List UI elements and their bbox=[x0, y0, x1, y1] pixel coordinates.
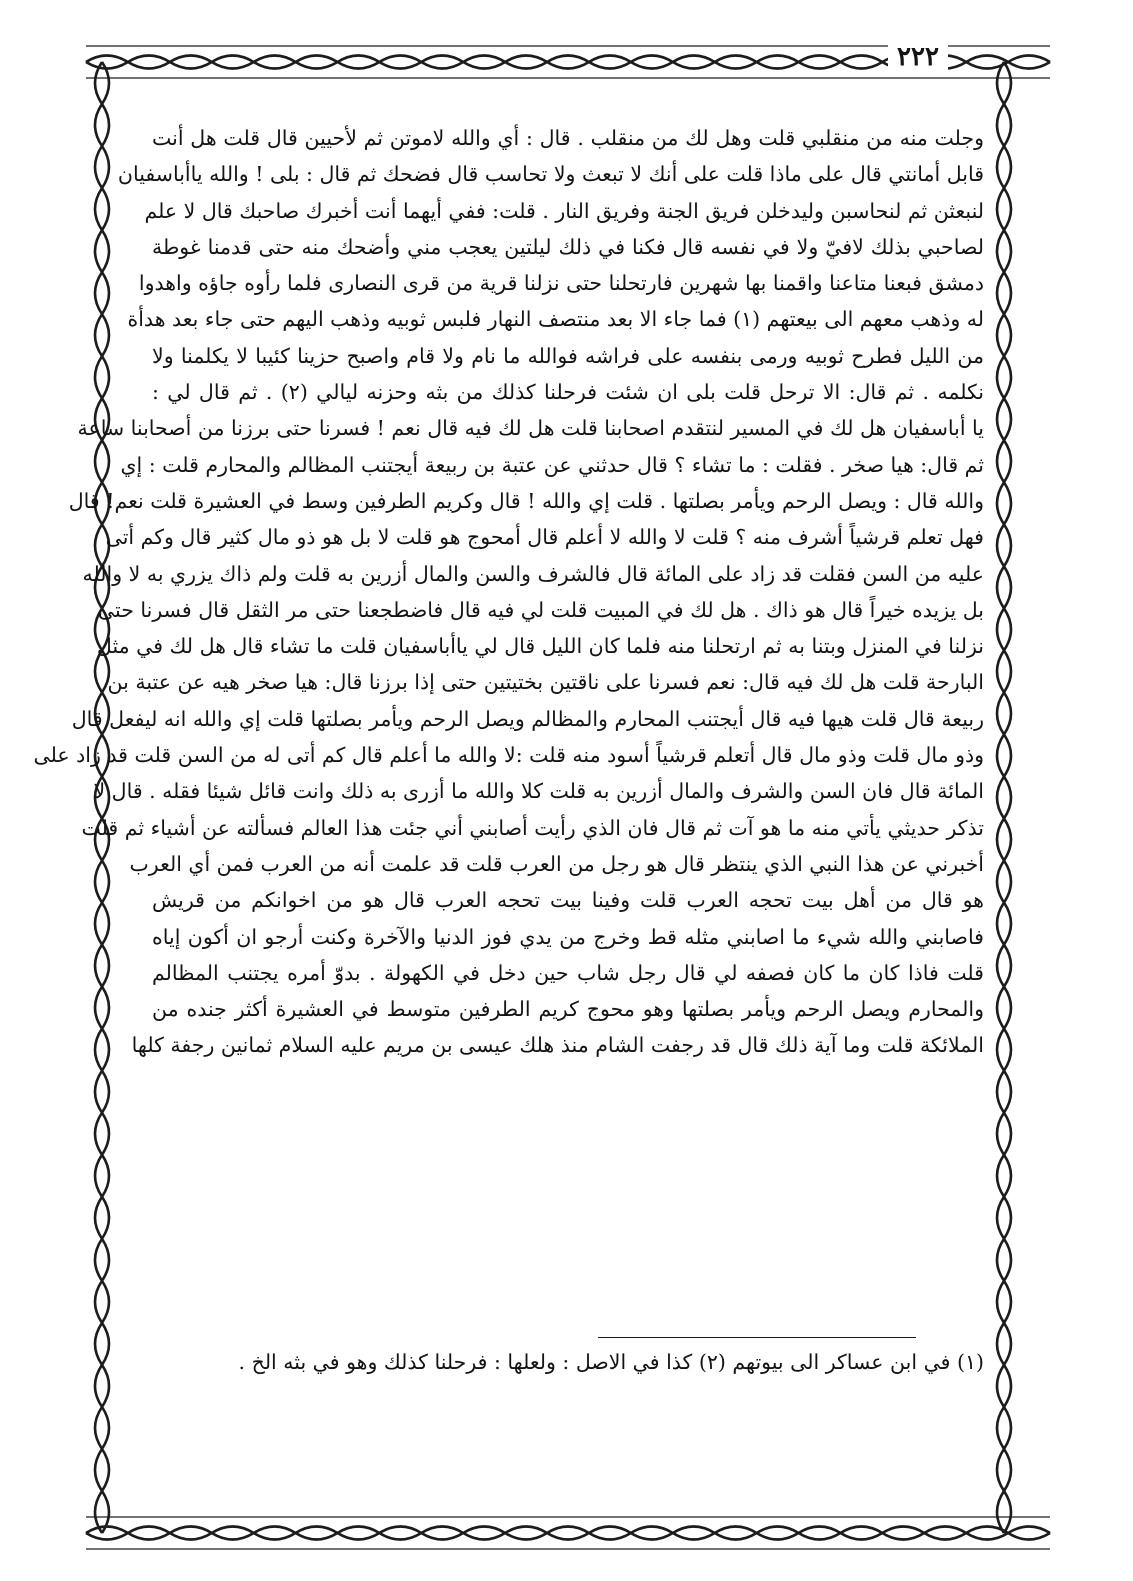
text-line: عليه من السن فقلت قد زاد على المائة قال فالشرف والسن والمال أزرين به قلت ولم ذاك يزري به لا والله bbox=[82, 561, 984, 586]
text-line: وذو مال قلت وذو مال قال أتعلم قرشياً أسود منه قلت :لا والله ما أعلم قال كم أتى له من السن قلت قد زاد على bbox=[33, 743, 984, 768]
footnote-line: (١) في ابن عساكر الى بيوتهم (٢) كذا في الاصل : ولعلها : فرحلنا كذلك وهو في بثه الخ . bbox=[238, 1350, 984, 1374]
text-line: تذكر حديثي يأتي منه ما هو آت ثم قال فان الذي رأيت أصابني أني جئت هذا العالم فسألته عن أشياء ثم قلت bbox=[81, 815, 984, 840]
text-line: لصاحبي بذلك لافيّ ولا في نفسه قال فكنا في ذلك ليلتين يعجب مني وأضحك منه حتى قدمنا غوطة bbox=[152, 234, 984, 259]
text-line: نزلنا في المنزل وبتنا به ثم ارتحلنا منه فلما كان الليل قال لي ياأباسفيان قلت ما تشاء قال هل لك في مثل bbox=[96, 634, 984, 659]
text-line: فاصابني والله شيء ما اصابني مثله قط وخرج من يدي فوز الدنيا والآخرة وكنت أرجو ان أكون إياه bbox=[152, 924, 984, 949]
text-line: هو قال من أهل بيت تحجه العرب قلت وفينا بيت تحجه العرب قال هو من اخوانكم من قريش bbox=[152, 888, 984, 913]
text-line: والمحارم ويصل الرحم ويأمر بصلتها وهو محوج كريم الطرفين متوسط في العشيرة أكثر جنده من bbox=[152, 997, 984, 1022]
text-line: المائة قال فان السن والشرف والمال أزرين به قلت كلا والله ما أزرى به ذلك وانت قائل شيئا فقله . قال لا bbox=[93, 779, 984, 804]
text-line: البارحة قلت هل لك فيه قال: نعم فسرنا على ناقتين بختيتين حتى إذا برزنا قال: هيا صخر هيه عن عتبة بن bbox=[107, 670, 984, 695]
text-line: وجلت منه من منقلبي قلت وهل لك من منقلب . قال : أي والله لاموتن ثم لأحيين قال قلت هل أنت bbox=[152, 126, 984, 150]
page-number: ٢٢٢ bbox=[888, 40, 948, 74]
text-line: من الليل فطرح ثوبيه ورمى بنفسه على فراشه فوالله ما نام ولا قام واصبح حزينا كئيبا لا يكلمنا ولا bbox=[152, 343, 984, 368]
text-line: بل يزيده خيراً قال هو ذاك . هل لك في المبيت قلت لي فيه قال فاضطجعنا حتى مر الثقل قال فسرنا حتى bbox=[97, 597, 984, 622]
text-line: يا أباسفيان هل لك في المسير لنتقدم اصحابنا قلت هل لك فيه قال نعم ! فسرنا حتى برزنا من أصحابنا ساعة bbox=[77, 416, 984, 441]
footnote-divider bbox=[598, 1337, 916, 1338]
text-line: دمشق فبعنا متاعنا واقمنا بها شهرين فارتحلنا حتى نزلنا قرية من قرى النصارى فلما رأوه جاؤه واهدوا bbox=[138, 271, 984, 296]
text-line: والله قال : ويصل الرحم ويأمر بصلتها . قلت إي والله ! قال وكريم الطرفين وسط في العشيرة قلت نعم! قال bbox=[68, 488, 984, 513]
footnotes bbox=[152, 1344, 984, 1380]
text-line: له وذهب معهم الى بيعتهم (١) فما جاء الا بعد منتصف النهار فلبس ثوبيه وذهب اليهم حتى جاء بعد هدأة bbox=[127, 307, 984, 332]
text-line: نكلمه . ثم قال: الا ترحل قلت بلى ان شئت فرحلنا كذلك من بثه وحزنه ليالي (٢) . ثم قال لي : bbox=[152, 380, 985, 405]
text-line: ثم قال: هيا صخر . فقلت : ما تشاء ؟ قال حدثني عن عتبة بن ربيعة أيجتنب المظالم والمحارم قلت : إي bbox=[120, 452, 984, 477]
text-line: قابل أمانتي قال على ماذا قلت على أنك لا تبعث ولا تحاسب قال فضحك ثم قال : بلى ! والله ياأباسفيان bbox=[117, 162, 984, 187]
text-line: أخبرني عن هذا النبي الذي ينتظر قال هو رجل من العرب قلت قد علمت أنه من العرب فمن أي العرب bbox=[129, 851, 984, 876]
text-line: فهل تعلم قرشياً أشرف منه ؟ قلت لا والله لا أعلم قال أمحوج هو قلت لا بل هو ذو مال كثير قال وكم أتى bbox=[105, 525, 984, 550]
text-line: قلت فاذا كان ما كان فصفه لي قال رجل شاب حين دخل في الكهولة . بدوّ أمره يجتنب المظالم bbox=[152, 960, 984, 985]
main-text bbox=[33, 120, 985, 1064]
text-line: ربيعة قال قلت هيها فيه قال أيجتنب المحارم والمظالم ويصل الرحم ويأمر بصلتها قلت إي والله انه ليفعل قال bbox=[71, 706, 984, 731]
text-line: الملائكة قلت وما آية ذلك قال قد رجفت الشام منذ هلك عيسى بن مريم عليه السلام ثمانين رجفة كلها bbox=[131, 1033, 984, 1058]
text-line: لنبعثن ثم لنحاسبن وليدخلن فريق الجنة وفريق النار . قلت: ففي أيهما أنت أخبرك صاحبك قال لا علم bbox=[144, 198, 984, 223]
